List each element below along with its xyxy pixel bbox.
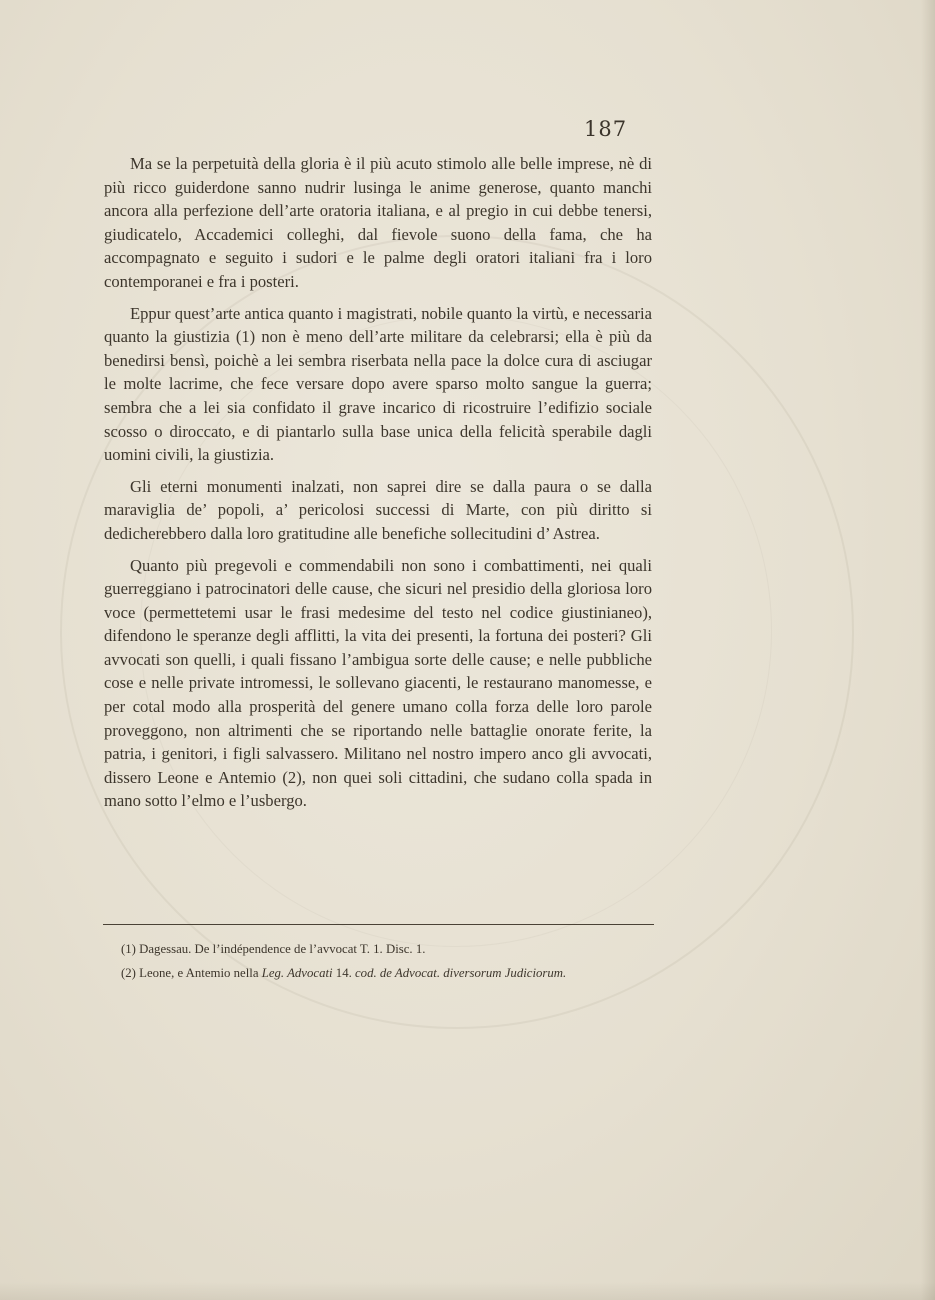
page-number: 187	[584, 117, 628, 141]
footnote-2-lead: Leone, e Antemio nella	[139, 965, 259, 980]
footnotes	[107, 939, 652, 983]
footnote-2-law-number: 14.	[335, 965, 352, 980]
paragraph-2: Eppur quest’arte antica quanto i magistrati, nobile quanto la virtù, e necessaria quanto la giustizia (1) non è meno dell’arte militare da celebrarsi; ella è più da benedirsi bensì, poichè a lei sembra riserbata nella pace la dolce cura di asciugar le molte lacrime, che fece versare dopo avere sparso molto sangue la guerra; sembra che a lei sia confidato il grave incarico di ricostruire l’edifizio sociale scosso o diroccato, e di piantarlo sulla base unica della felicità sperabile dagli uomini civili, la giustizia.	[104, 303, 652, 465]
footnote-2-law-reference: Leg. Advocati	[261, 965, 333, 980]
footnote-2-marker: (2)	[121, 965, 136, 980]
paragraph-3: Gli eterni monumenti inalzati, non saprei dire se dalla paura o se dalla maraviglia de’ popoli, a’ pericolosi successi di Marte, con più diritto si dedicherebbero dalla loro gratitudine alle benefiche sollecitudini d’ Astrea.	[104, 476, 652, 543]
footnote-separator-rule	[103, 924, 654, 925]
paragraph-1: Ma se la perpetuità della gloria è il più acuto stimolo alle belle imprese, nè di più ricco guiderdone sanno nudrir lusinga le anime generose, quanto manchi ancora alla perfezione dell’arte oratoria italiana, e al pregio in cui debbe tenersi, giudicatelo, Accademici colleghi, dal fievole suono della fama, che ha accompagnato e seguito i sudori e le palme degli oratori italiani fra i loro contemporanei e fra i posteri.	[104, 154, 652, 291]
footnote-2-code-reference: cod. de Advocat. diversorum Judiciorum.	[355, 965, 567, 980]
page-edge-shadow-bottom	[0, 1282, 935, 1300]
footnote-1-text: Dagessau. De l’indépendence de l’avvocat T. 1. Disc. 1.	[139, 942, 426, 956]
footnote-2	[107, 963, 652, 984]
body-text	[104, 152, 652, 813]
footnote-1-marker: (1)	[121, 942, 136, 956]
footnote-1	[107, 939, 652, 960]
paragraph-4: Quanto più pregevoli e commendabili non sono i combattimenti, nei quali guerreggiano i patrocinatori delle cause, che sicuri nel presidio della gloriosa loro voce (permettetemi usar le frasi medesime del testo nel codice giustinianeo), difendono le speranze degli afflitti, la vita dei presenti, la fortuna dei posteri? Gli avvocati son quelli, i quali fissano l’ambigua sorte delle cause; e nelle pubbliche cose e nelle private intromessi, le sollevano giacenti, le restaurano manomesse, e per cotal modo alla prosperità del genere umano colla forza delle loro parole proveggono, non altrimenti che se riportando nelle battaglie onorate ferite, la patria, i genitori, i figli salvassero. Militano nel nostro impero anco gli avvocati, dissero Leone e Antemio (2), non quei soli cittadini, che sudano colla spada in mano sotto l’elmo e l’usbergo.	[104, 555, 652, 811]
page-edge-shadow-right	[921, 0, 935, 1300]
